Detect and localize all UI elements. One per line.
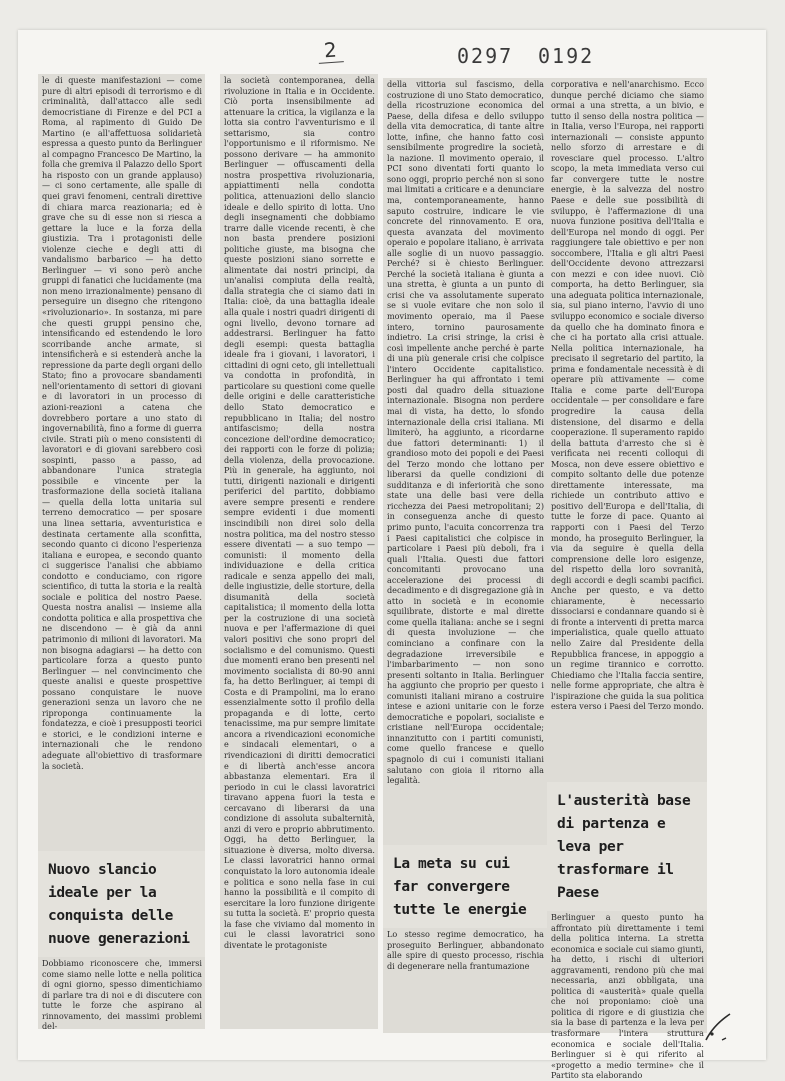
column-4-body: corporativa e nell'anarchismo. Ecco dunque perché diciamo che siamo ormai a una stretta, a un bivio, e tutto il senso della nostra politica — in Italia, verso l'Europa, nei rapporti internazionali — consiste appunto nello sforzo di arrestare e di rovesciare quel processo. L'altro scopo, la meta immediata verso cui far convergere tutte le nostre energie, è la salvezza del nostro Paese e delle sue possibilità di sviluppo, è l'affermazione di una nuova funzione positiva dell'Italia e dell'Europa nel mondo di oggi. Per raggiungere tale obiettivo e per non soccombere, l'Italia e gli altri Paesi dell'Occidente devono attrezzarsi con mezzi e con idee nuovi. Ciò comporta, ha detto Berlinguer, sia una adeguata politica internazionale, sia, sul piano interno, l'avvio di uno sviluppo economico e sociale diverso da quello che ha dominato finora e che ci ha portato alla crisi attuale. Nella politica internazionale, ha precisato il segretario del partito, la prima e fondamentale necessità è di operare più attivamente — come Italia e come parte dell'Europa occidentale — per consolidare e fare progredire la causa della distensione, del disarmo e della cooperazione. Il superamento rapido della battuta d'arresto che si è verificata nei recenti colloqui di Mosca, non deve essere obiettivo e compito soltanto delle due potenze direttamente interessate, ma richiede un contributo attivo e positivo dell'Europa e dell'Italia, di tutte le forze di pace. Quanto ai rapporti con i Paesi del Terzo mondo, ha proseguito Berlinguer, la via da seguire è quella della comprensione delle loro esigenze, del rispetto della loro sovranità, degli accordi e degli scambi pacifici. Anche per questo, e va detto chiaramente, è necessario dissociarsi e condannare quando si è di fronte a interventi di pretta marca imperialistica, quale quello attuato nello Zaire dal Presidente della Repubblica francese, in appoggio a un regime tirannico e corrotto. Chiediamo che l'Italia faccia sentire, nelle forme appropriate, che altra è l'ispirazione che guida la sua politica estera verso i Paesi del Terzo mondo. <box>551 79 704 712</box>
column-4-continuation: Berlinguer a questo punto ha affrontato più direttamente i temi della politica interna. La stretta economica e sociale cui siamo giunti, ha detto, i rischi di ulteriori aggravamenti, rendono più che mai necessaria, anzi obbligata, una politica di «austerità» quale quella che noi proponiamo: cioè una politica di rigore e di giustizia che sia la base di partenza e la leva per trasformare l'intera struttura economica e sociale dell'Italia. Berlinguer si è qui riferito al «progetto a medio termine» che il Partito sta elaborando <box>551 912 704 1081</box>
column-3-body: della vittoria sul fascismo, della costruzione di uno Stato democratico, della ricostruzione economica del Paese, della difesa e dello sviluppo della vita democratica, di tante altre lotte, infine, che hanno fatto così sensibilmente progredire la società, la nazione. Il movimento operaio, il PCI sono diventati forti quanto lo sono oggi, proprio perché non si sono mai limitati a criticare e a denunciare ma, contemporaneamente, hanno saputo costruire, indicare le vie concrete del rinnovamento. E ora, questa avanzata del movimento operaio e popolare italiano, è arrivata alle soglie di un nuovo passaggio. Perché? si è chiesto Berlinguer. Perché la società italiana è giunta a una stretta, è giunta a un punto di crisi che va assolutamente superato se si vuole evitare che non solo il movimento operaio, ma il Paese intero, tornino paurosamente indietro. La crisi stringe, la crisi è così impellente anche perché è parte di una più generale crisi che colpisce l'intero Occidente capitalistico. Berlinguer ha qui affrontato i temi posti dal quadro della situazione internazionale. Bisogna non perdere mai di vista, ha detto, lo sfondo internazionale della crisi italiana. Mi limiterò, ha aggiunto, a ricordarne due fattori determinanti: 1) il grandioso moto dei popoli e dei Paesi del Terzo mondo che lottano per liberarsi da quelle condizioni di sudditanza e di inferiorità che sono state una delle basi vere della ricchezza dei Paesi metropolitani; 2) in conseguenza anche di questo primo punto, l'acuita concorrenza tra i Paesi capitalistici che colpisce in particolare i Paesi più deboli, fra i quali l'Italia. Questi due fattori concomitanti provocano una accelerazione dei processi di decadimento e di disgregazione già in atto in società e in economie squilibrate, distorte e mal dirette come quella italiana: anche se i segni di questa involuzione — che cominciano a confinare con la degradazione irreversibile e l'imbarbarimento — non sono presenti soltanto in Italia. Berlinguer ha aggiunto che proprio per questo i comunisti italiani mirano a costruire intese e azioni unitarie con le forze democratiche e popolari, socialiste e cristiane nell'Europa occidentale; innanzitutto con i partiti comunisti, come quello francese e quello spagnolo di cui i comunisti italiani salutano con gioia il ritorno alla legalità. <box>387 79 544 786</box>
column-1-continuation: Dobbiamo riconoscere che, immersi come siamo nelle lotte e nella politica di ogni giorno, spesso dimentichiamo di parlare tra di noi e di discutere con tutte le forze che aspirano al rinnovamento, dei massimi problemi del- <box>42 958 202 1032</box>
article-column-4 <box>547 78 707 1081</box>
article-column-1 <box>38 74 205 1032</box>
subheading-nuovo-slancio: Nuovo slancio ideale per la conquista delle nuove generazioni <box>38 851 205 957</box>
archive-stamp-number-right: 0192 <box>538 44 595 68</box>
column-1-body: le di queste manifestazioni — come pure di altri episodi di terrorismo e di criminalità, dall'attacco alle sedi democristiane di Firenze e del PCI a Roma, al rapimento di Guido De Martino (e all'affettuosa solidarietà espressa a questo punto da Berlinguer al compagno Francesco De Martino, la folla che gremiva il Palazzo dello Sport ha risposto con un grande applauso) — ci sono certamente, alle spalle di quei gravi fenomeni, centrali direttive di chiara marca reazionaria; ed è grave che su di esse non si riesca a gettare la luce e la forza della giustizia. Tra i protagonisti delle violenze cieche e degli atti di vandalismo barbarico — ha detto Berlinguer — vi sono però anche gruppi di fanatici che lucidamente (ma non meno irrazionalmente) pensano di perseguire un disegno che ritengono «rivoluzionario». In sostanza, mi pare che questi gruppi pensino che, intensificando ed estendendo le loro scorribande anche armate, si intensificherà e si estenderà anche la repressione da parte degli organi dello Stato; fino a provocare sbandamenti nell'orientamento di settori di giovani e di lavoratori in un processo di azioni-reazioni a catena che dovrebbero portare a uno stato di ingovernabilità, fino a forme di guerra civile. Strati più o meno consistenti di lavoratori e di giovani sarebbero così sospinti, passo a passo, ad abbandonare l'unica strategia possibile e vincente per la trasformazione della società italiana — quella della lotta unitaria sul terreno democratico — per sposare una linea settaria, avventuristica e destinata certamente alla sconfitta, secondo quanto ci dicono l'esperienza italiana e europea, e secondo quanto ci suggerisce l'analisi che abbiamo condotto e conduciamo, con rigore scientifico, di tutta la storia e la realtà sociale e politica del nostro Paese. Questa nostra analisi — insieme alla condotta politica e alla prospettiva che ne discendono — è già da anni patrimonio di milioni di lavoratori. Ma non bisogna adagiarsi — ha detto con particolare forza a questo punto Berlinguer — nel convincimento che queste analisi e queste prospettive possano conquistare le nuove generazioni senza un lavoro che ne riproponga continuamente la fondatezza, e cioè i presupposti teorici e storici, e le condizioni interne e internazionali che le rendono adeguate all'obiettivo di trasformare la società. <box>42 75 202 771</box>
handwritten-page-number: 2 <box>317 37 343 64</box>
subheading-la-meta: La meta su cui far convergere tutte le energie <box>383 845 547 928</box>
handwritten-mark-icon <box>700 1010 738 1044</box>
article-column-3 <box>383 78 547 1033</box>
column-2-body: la società contemporanea, della rivoluzione in Italia e in Occidente. Ciò porta insensibilmente ad attenuare la critica, la vigilanza e la lotta sia contro l'avventurismo e il settarismo, sia contro l'opportunismo e il riformismo. Ne possono derivare — ha ammonito Berlinguer — offuscamenti della nostra prospettiva rivoluzionaria, appiattimenti nella condotta politica, attenuazioni dello slancio ideale e dello spirito di lotta. Uno degli insegnamenti che dobbiamo trarre dalle vicende recenti, è che non basta prendere posizioni politiche giuste, ma bisogna che queste posizioni siano sorrette e alimentate dai nostri principi, da un'analisi compiuta della realtà, dalla strategia che ci siamo dati in Italia: cioè, da una battaglia ideale alla quale i nostri quadri dirigenti di ogni livello, devono tornare ad addestrarsi. Berlinguer ha fatto degli esempi: questa battaglia ideale fra i giovani, i lavoratori, i cittadini di ogni ceto, gli intellettuali va condotta in profondità, in particolare su questioni come quelle delle origini e delle caratteristiche dello Stato democratico e repubblicano in Italia; del nostro antifascismo; della nostra concezione dell'ordine democratico; dei rapporti con le forze di polizia; della violenza, della provocazione. Più in generale, ha aggiunto, noi tutti, dirigenti nazionali e dirigenti periferici del partito, dobbiamo avere sempre presenti e rendere sempre evidenti i due momenti inscindibili non direi solo della nostra politica, ma del nostro stesso essere diventati — a suo tempo — comunisti: il momento della individuazione e della critica radicale e senza appello dei mali, delle ingiustizie, delle storture, della disumanità della società capitalistica; il momento della lotta per la costruzione di una società nuova e per l'affermazione di quei valori positivi che sono propri del socialismo e del comunismo. Questi due momenti erano ben presenti nel movimento socialista di 80-90 anni fa, ha detto Berlinguer, ai tempi di Costa e di Prampolini, ma lo erano essenzialmente sotto il profilo della propaganda e di lotte, certo tenacissime, ma pur sempre limitate ancora a rivendicazioni economiche e sindacali elementari, o a rivendicazioni di diritti democratici e di libertà anch'esse ancora abbastanza elementari. Era il periodo in cui le classi lavoratrici tiravano appena fuori la testa e cercavano di liberarsi da una condizione di assoluta subalternità, anzi di vero e proprio abbrutimento. Oggi, ha detto Berlinguer, la situazione è diversa, molto diversa. Le classi lavoratrici hanno ormai conquistato la loro autonomia ideale e politica e sono nella fase in cui hanno la possibilità e il compito di esercitare la loro funzione dirigente su tutta la società. E' proprio questa la fase che viviamo dal momento in cui le classi lavoratrici sono diventate le protagoniste <box>224 75 375 950</box>
archive-stamp-number-left: 0297 <box>457 44 514 68</box>
column-3-continuation: Lo stesso regime democratico, ha proseguito Berlinguer, abbandonato alle spire di questo processo, rischia di degenerare nella frantumazione <box>387 929 544 971</box>
article-column-2 <box>220 74 378 1029</box>
subheading-austerita: L'austerità base di partenza e leva per trasformare il Paese <box>547 782 707 911</box>
